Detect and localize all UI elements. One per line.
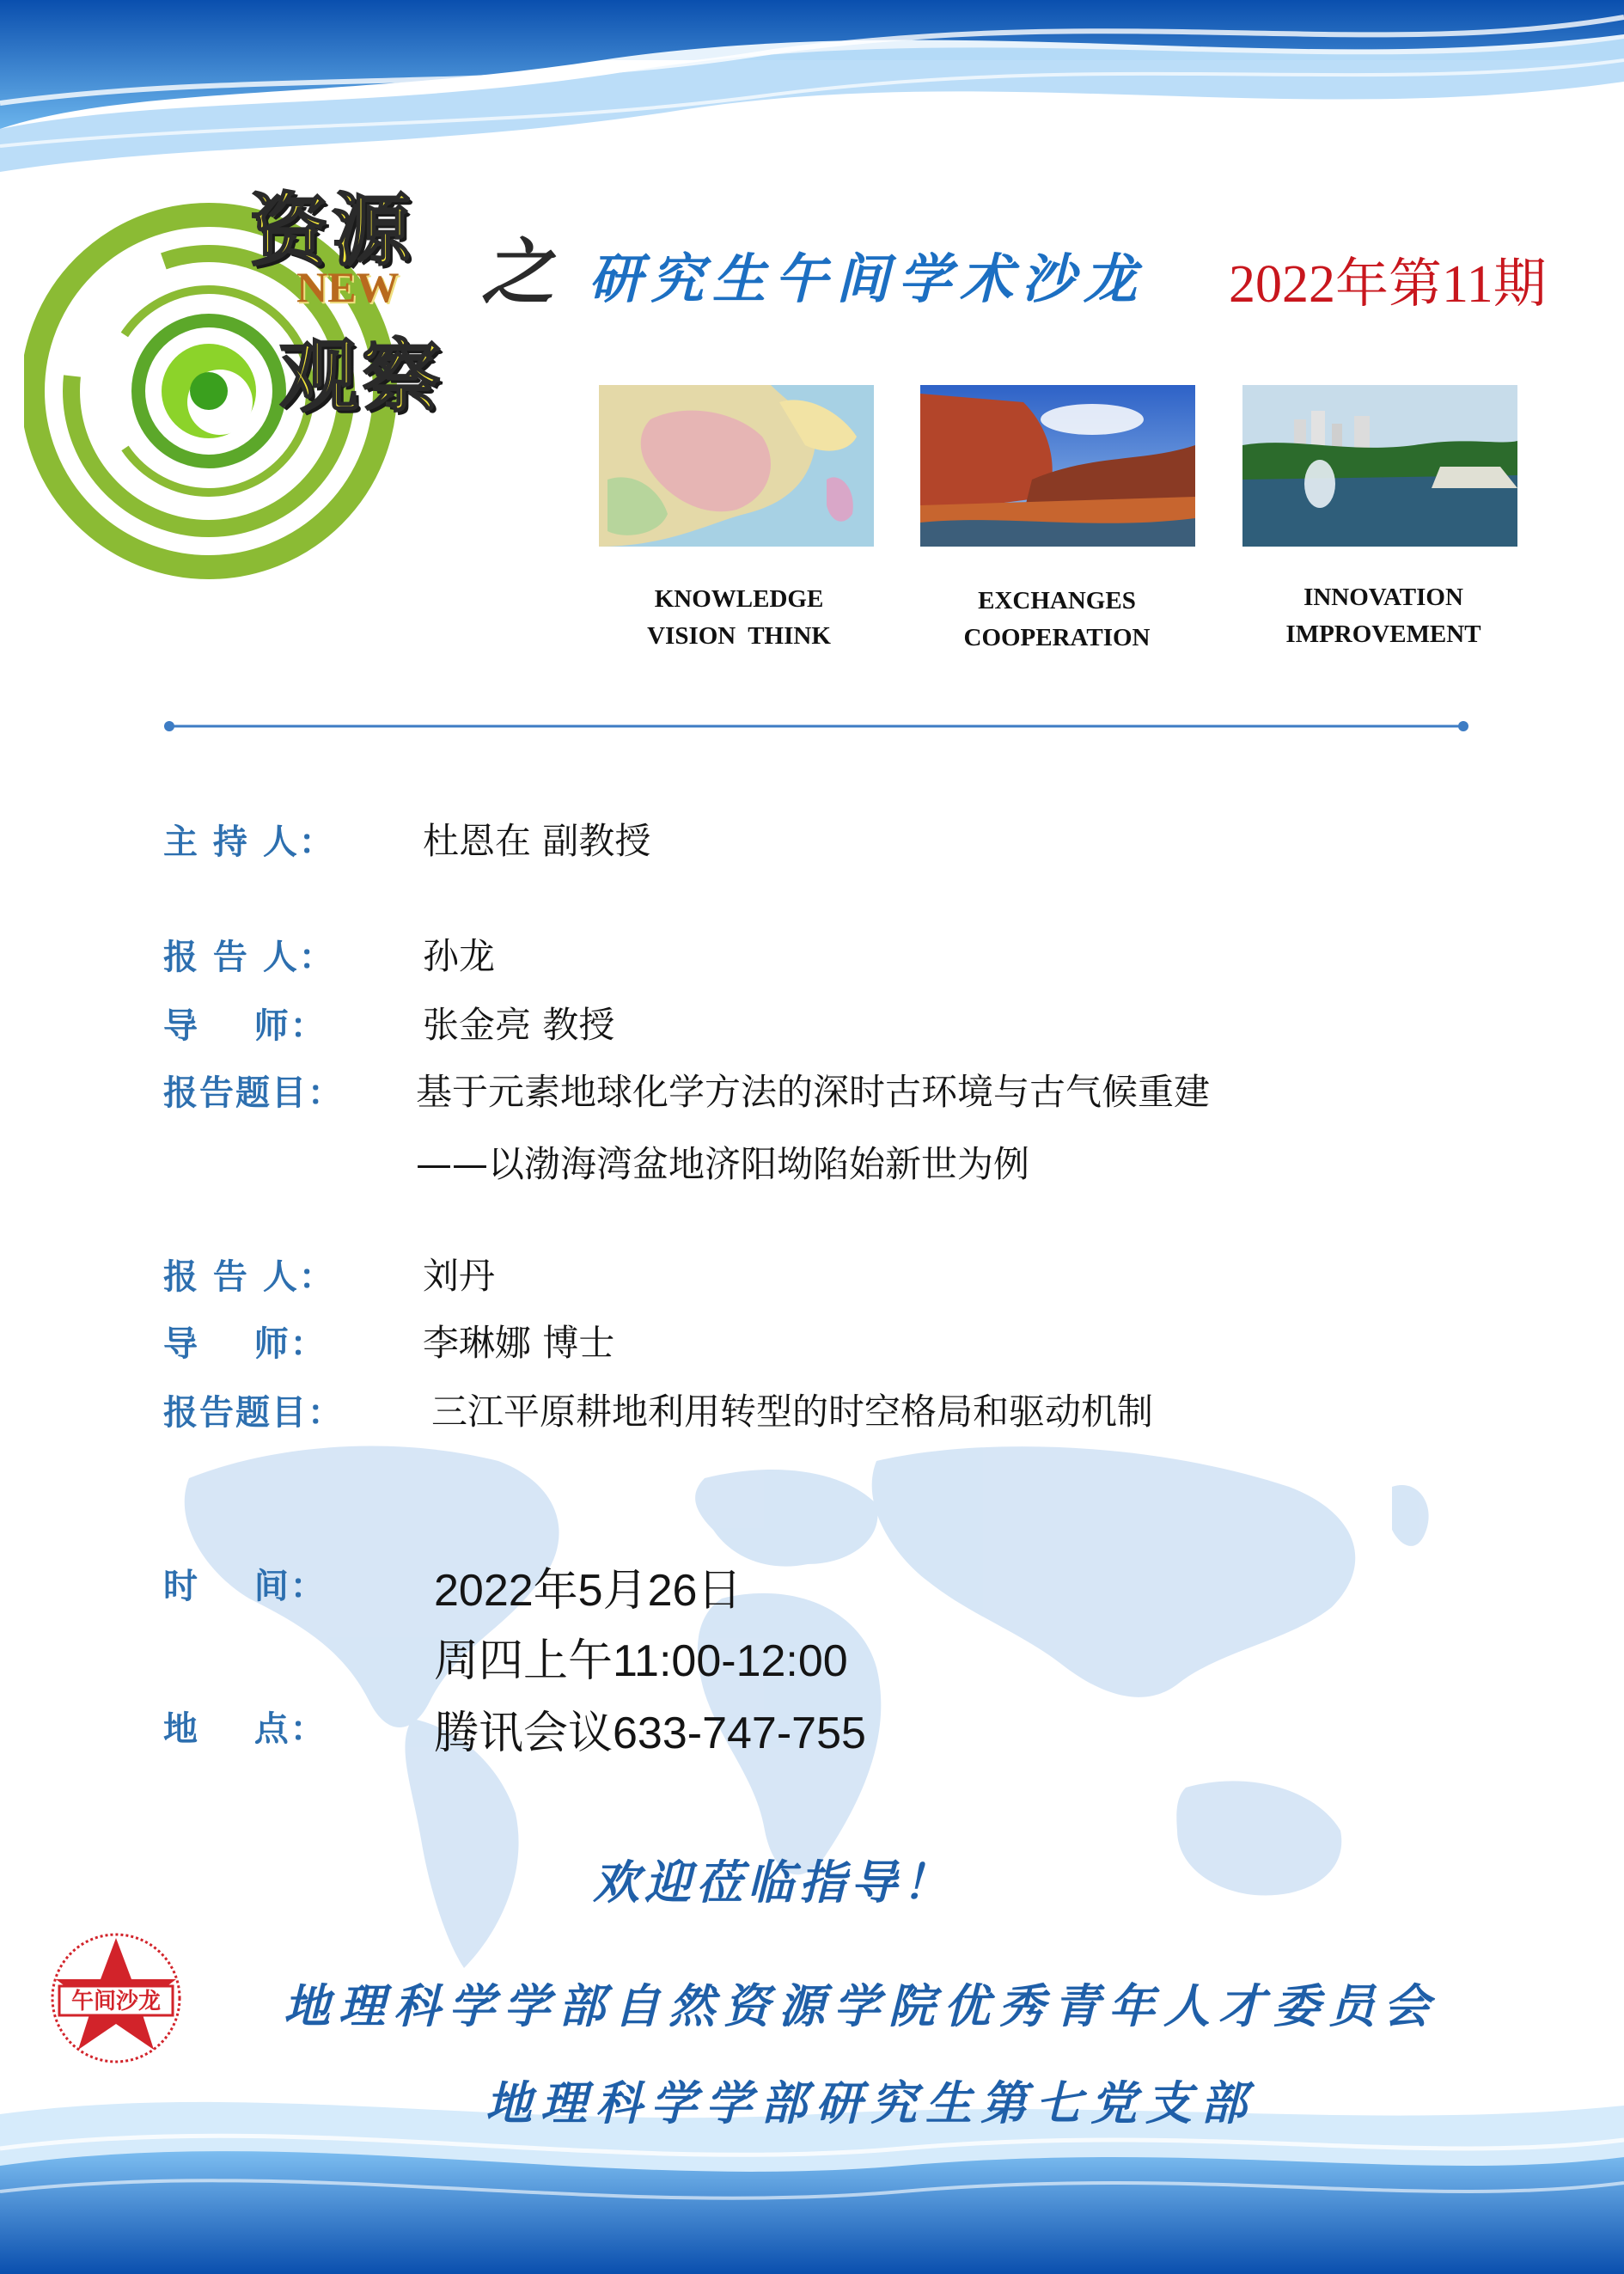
advisor-2-name: 李琳娜 博士: [423, 1322, 615, 1364]
logo-text-new: NEW: [296, 263, 400, 311]
caption-3-line2: IMPROVEMENT: [1285, 620, 1481, 648]
logo-text-observation: 观察: [279, 330, 445, 423]
topic-1-label: 报告题目：: [163, 1073, 344, 1113]
topic-2-label: 报告题目：: [163, 1393, 344, 1433]
caption-1-line2: VISION THINK: [647, 622, 831, 650]
caption-3-line1: INNOVATION: [1303, 584, 1463, 611]
salon-title: 研究生午间学术沙龙: [589, 248, 1146, 310]
topic-1-title: 基于元素地球化学方法的深时古环境与古气候重建: [416, 1071, 1211, 1113]
welcome-text: 欢迎莅临指导！: [593, 1855, 954, 1910]
map-photo: [599, 385, 874, 547]
divider-line: [163, 720, 1469, 732]
canyon-photo: [920, 385, 1195, 547]
caption-innovation: [1229, 579, 1538, 653]
logo-text-zhi: 之: [481, 229, 554, 315]
advisor-2-label: 导 师：: [163, 1324, 327, 1364]
host-label: 主 持 人：: [163, 822, 335, 862]
organizer-2: 地理科学学部研究生第七党支部: [485, 2075, 1255, 2130]
time-label: 时 间：: [163, 1567, 327, 1606]
caption-exchanges: [902, 583, 1212, 657]
topic-2-title: 三江平原耕地利用转型的时空格局和驱动机制: [431, 1391, 1154, 1433]
place-value: 腾讯会议633-747-755: [434, 1709, 866, 1758]
caption-2-line2: COOPERATION: [963, 624, 1151, 651]
top-wave-banner: [0, 0, 1624, 180]
logo-text-resources: 资源: [249, 184, 415, 277]
advisor-1-name: 张金亮 教授: [423, 1004, 615, 1046]
caption-2-line1: EXCHANGES: [978, 587, 1136, 614]
advisor-1-label: 导 师：: [163, 1006, 327, 1046]
speaker-1-name: 孙龙: [423, 935, 496, 977]
weekday-time-value: 周四上午11:00-12:00: [434, 1636, 848, 1686]
lake-photo: [1242, 385, 1517, 547]
place-label: 地 点：: [163, 1709, 327, 1749]
date-value: 2022年5月26日: [434, 1566, 742, 1616]
stamp-text: 午间沙龙: [70, 1989, 162, 2014]
salon-stamp-logo: [47, 1929, 185, 2067]
topic-1-subtitle: ——以渤海湾盆地济阳坳陷始新世为例: [416, 1143, 1030, 1185]
organizer-1: 地理科学学部自然资源学院优秀青年人才委员会: [284, 1978, 1438, 2033]
speaker-2-name: 刘丹: [423, 1255, 496, 1297]
speaker-1-label: 报 告 人：: [163, 938, 335, 977]
issue-number: 2022年第11期: [1229, 255, 1547, 314]
caption-knowledge: [584, 581, 894, 655]
caption-1-line1: KNOWLEDGE: [654, 585, 824, 613]
speaker-2-label: 报 告 人：: [163, 1257, 335, 1297]
host-value: 杜恩在 副教授: [423, 820, 651, 862]
